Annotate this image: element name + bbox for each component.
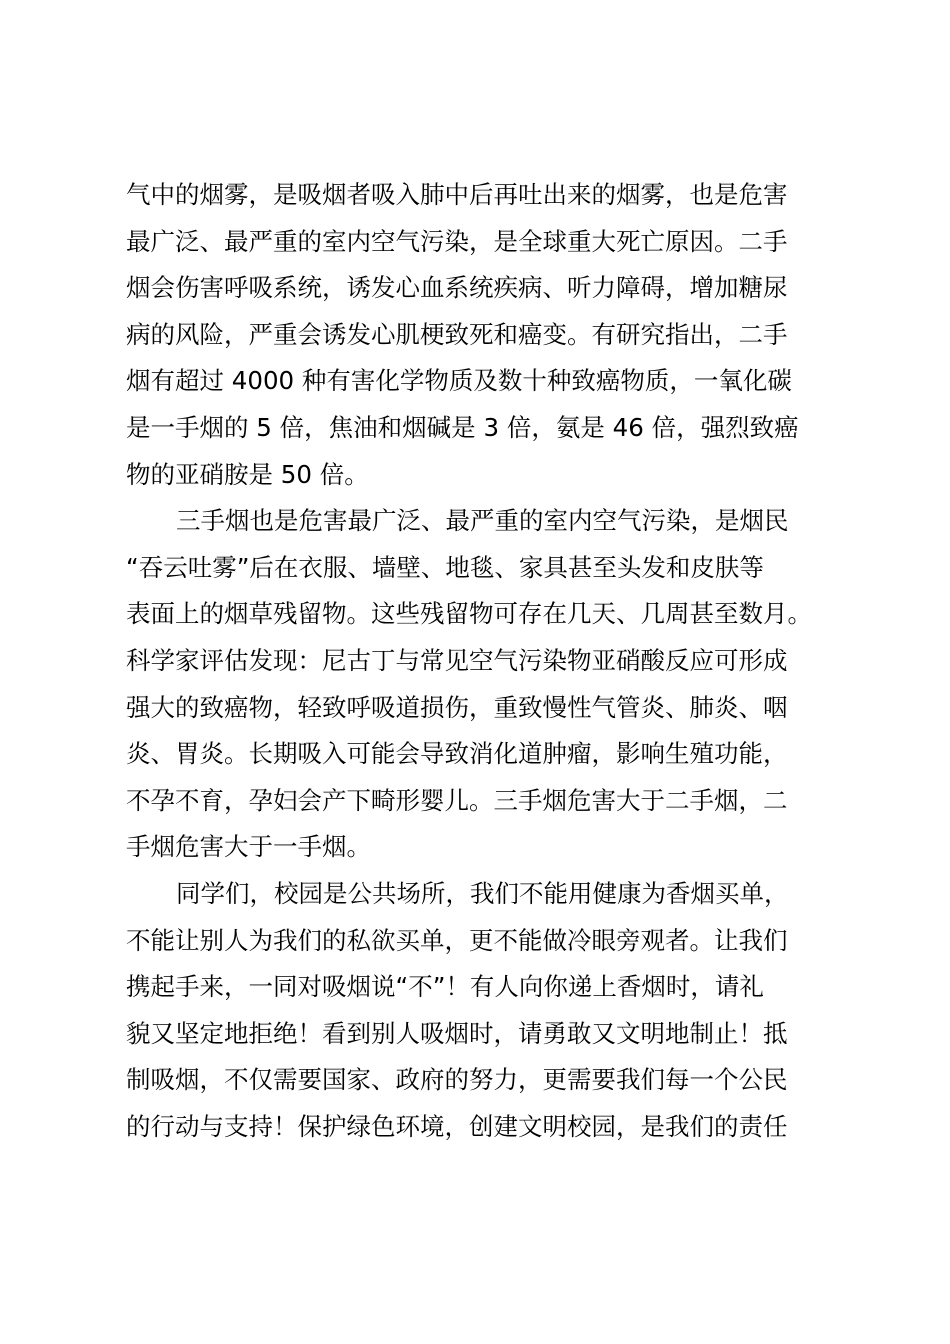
text-line: 不能让别人为我们的私欲买单，更不能做冷眼旁观者。让我们 <box>126 925 788 955</box>
text-line: 炎、胃炎。长期吸入可能会导致消化道肿瘤，影响生殖功能， <box>126 739 788 769</box>
text-line: 物的亚硝胺是 50 倍。 <box>126 459 369 489</box>
text-line: 气中的烟雾，是吸烟者吸入肺中后再吐出来的烟雾，也是危害 <box>126 180 788 209</box>
document-body <box>126 172 846 1150</box>
text-line: 病的风险，严重会诱发心肌梗致死和癌变。有研究指出，二手 <box>126 319 788 349</box>
text-line: 表面上的烟草残留物。这些残留物可存在几天、几周甚至数月。 <box>126 599 812 629</box>
text-line: 手烟危害大于一手烟。 <box>126 832 371 862</box>
text-line: 不孕不育，孕妇会产下畸形婴儿。三手烟危害大于二手烟，二 <box>126 785 788 815</box>
text-line: 烟有超过 4000 种有害化学物质及数十种致癌物质，一氧化碳 <box>126 366 792 396</box>
paragraph-second-hand-smoke <box>126 172 846 498</box>
text-line-first-indented: 同学们，校园是公共场所，我们不能用健康为香烟买单， <box>176 878 789 908</box>
text-line: 制吸烟，不仅需要国家、政府的努力，更需要我们每一个公民 <box>126 1065 788 1095</box>
text-line: 强大的致癌物，轻致呼吸道损伤，重致慢性气管炎、肺炎、咽 <box>126 692 788 722</box>
text-line: 携起手来，一同对吸烟说“不”！有人向你递上香烟时，请礼 <box>126 972 764 1002</box>
paragraph-third-hand-smoke <box>126 498 846 871</box>
text-line: 的行动与支持！保护绿色环境，创建文明校园，是我们的责任 <box>126 1111 788 1141</box>
text-line: 是一手烟的 5 倍，焦油和烟碱是 3 倍，氨是 46 倍，强烈致癌 <box>126 412 799 442</box>
text-line: 貌又坚定地拒绝！看到别人吸烟时，请勇敢又文明地制止！抵 <box>126 1018 788 1048</box>
text-line-first-indented: 三手烟也是危害最广泛、最严重的室内空气污染，是烟民 <box>176 506 789 536</box>
text-line: 科学家评估发现：尼古丁与常见空气污染物亚硝酸反应可形成 <box>126 645 788 675</box>
text-line: “吞云吐雾”后在衣服、墙壁、地毯、家具甚至头发和皮肤等 <box>126 552 764 582</box>
text-line: 最广泛、最严重的室内空气污染，是全球重大死亡原因。二手 <box>126 226 788 256</box>
paragraph-call-to-action <box>126 871 846 1151</box>
text-line: 烟会伤害呼吸系统，诱发心血系统疾病、听力障碍，增加糖尿 <box>126 273 788 303</box>
